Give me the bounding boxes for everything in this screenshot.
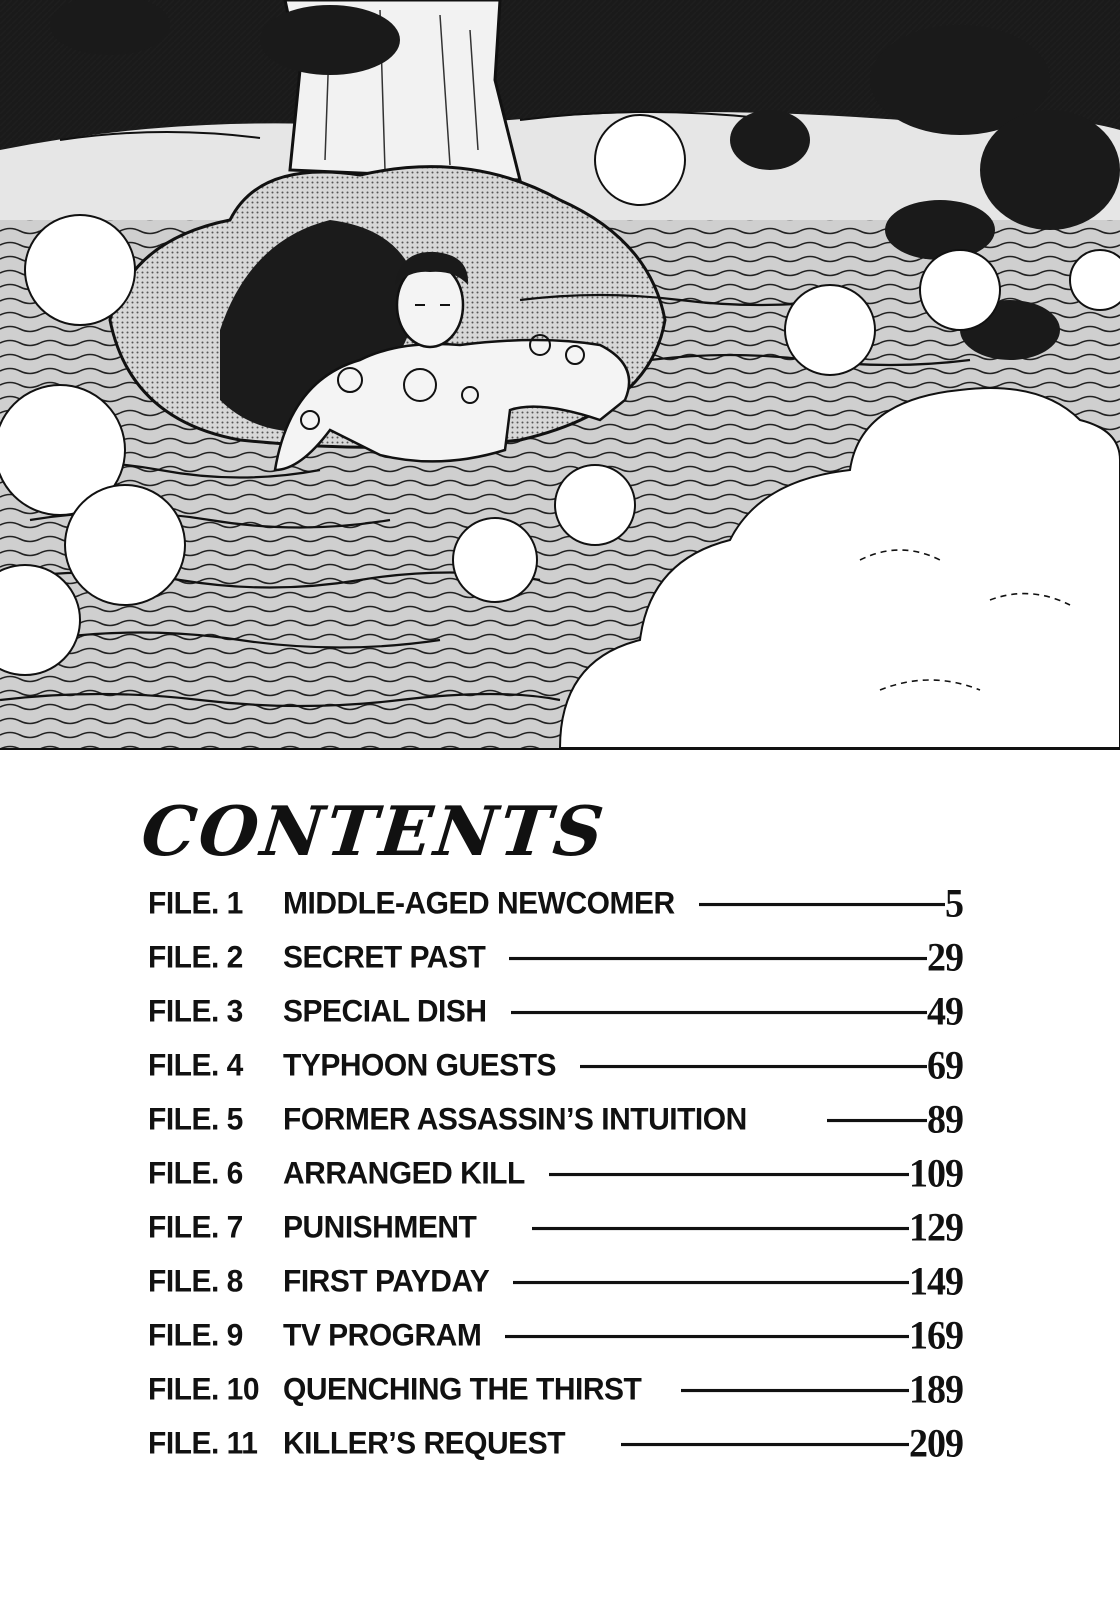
toc-page-number: 149 bbox=[909, 1259, 963, 1305]
toc-chapter-title: KILLER’S REQUEST bbox=[283, 1426, 566, 1461]
toc-leader-line bbox=[549, 1172, 909, 1175]
contents-title: CONTENTS bbox=[137, 792, 611, 872]
toc-file-number: FILE. 4 bbox=[148, 1048, 243, 1083]
toc-page-number: 129 bbox=[909, 1205, 963, 1251]
toc-page-number: 109 bbox=[909, 1151, 963, 1197]
toc-file-number: FILE. 5 bbox=[148, 1102, 243, 1137]
toc-leader-line bbox=[699, 902, 945, 905]
toc-page-number: 49 bbox=[927, 989, 963, 1035]
toc-chapter-title: FIRST PAYDAY bbox=[283, 1264, 490, 1299]
toc-chapter-title: TV PROGRAM bbox=[283, 1318, 482, 1353]
toc-entry bbox=[148, 1261, 963, 1303]
toc-entry bbox=[148, 1045, 963, 1087]
toc-chapter-title: SPECIAL DISH bbox=[283, 994, 487, 1029]
toc-page-number: 89 bbox=[927, 1097, 963, 1143]
toc-leader-line bbox=[532, 1226, 909, 1229]
toc-leader-line bbox=[827, 1118, 927, 1121]
toc-leader-line bbox=[580, 1064, 927, 1067]
toc-chapter-title: TYPHOON GUESTS bbox=[283, 1048, 557, 1083]
toc-leader-line bbox=[681, 1388, 909, 1391]
toc-entry bbox=[148, 1207, 963, 1249]
toc-chapter-title: SECRET PAST bbox=[283, 940, 486, 975]
toc-leader-line bbox=[509, 956, 927, 959]
toc-leader-line bbox=[505, 1334, 909, 1337]
toc-leader-line bbox=[621, 1442, 909, 1445]
contents-section bbox=[0, 750, 1120, 1600]
toc-file-number: FILE. 1 bbox=[148, 886, 243, 921]
toc-file-number: FILE. 11 bbox=[148, 1426, 258, 1461]
toc-file-number: FILE. 8 bbox=[148, 1264, 243, 1299]
toc-file-number: FILE. 9 bbox=[148, 1318, 243, 1353]
hot-spring-illustration bbox=[0, 0, 1120, 750]
toc-page-number: 189 bbox=[909, 1367, 963, 1413]
toc-page-number: 69 bbox=[927, 1043, 963, 1089]
toc-chapter-title: QUENCHING THE THIRST bbox=[283, 1372, 642, 1407]
toc-leader-line bbox=[511, 1010, 928, 1013]
toc-entry bbox=[148, 1153, 963, 1195]
toc-page-number: 209 bbox=[909, 1421, 963, 1467]
toc-file-number: FILE. 6 bbox=[148, 1156, 243, 1191]
toc-page-number: 5 bbox=[945, 881, 963, 927]
toc-entry bbox=[148, 1315, 963, 1357]
toc-file-number: FILE. 2 bbox=[148, 940, 243, 975]
toc-entry bbox=[148, 1423, 963, 1465]
toc-file-number: FILE. 10 bbox=[148, 1372, 260, 1407]
toc-leader-line bbox=[513, 1280, 909, 1283]
toc-page-number: 29 bbox=[927, 935, 963, 981]
toc-page-number: 169 bbox=[909, 1313, 963, 1359]
toc-chapter-title: ARRANGED KILL bbox=[283, 1156, 525, 1191]
toc-file-number: FILE. 3 bbox=[148, 994, 243, 1029]
toc-chapter-title: FORMER ASSASSIN’S INTUITION bbox=[283, 1102, 747, 1137]
hot-spring-scene bbox=[0, 0, 1120, 748]
toc-entry bbox=[148, 883, 963, 925]
toc-entry bbox=[148, 1099, 963, 1141]
toc-chapter-title: PUNISHMENT bbox=[283, 1210, 477, 1245]
toc-entry bbox=[148, 937, 963, 979]
toc-entry bbox=[148, 991, 963, 1033]
toc-entry bbox=[148, 1369, 963, 1411]
toc-file-number: FILE. 7 bbox=[148, 1210, 243, 1245]
toc-chapter-title: MIDDLE-AGED NEWCOMER bbox=[283, 886, 675, 921]
